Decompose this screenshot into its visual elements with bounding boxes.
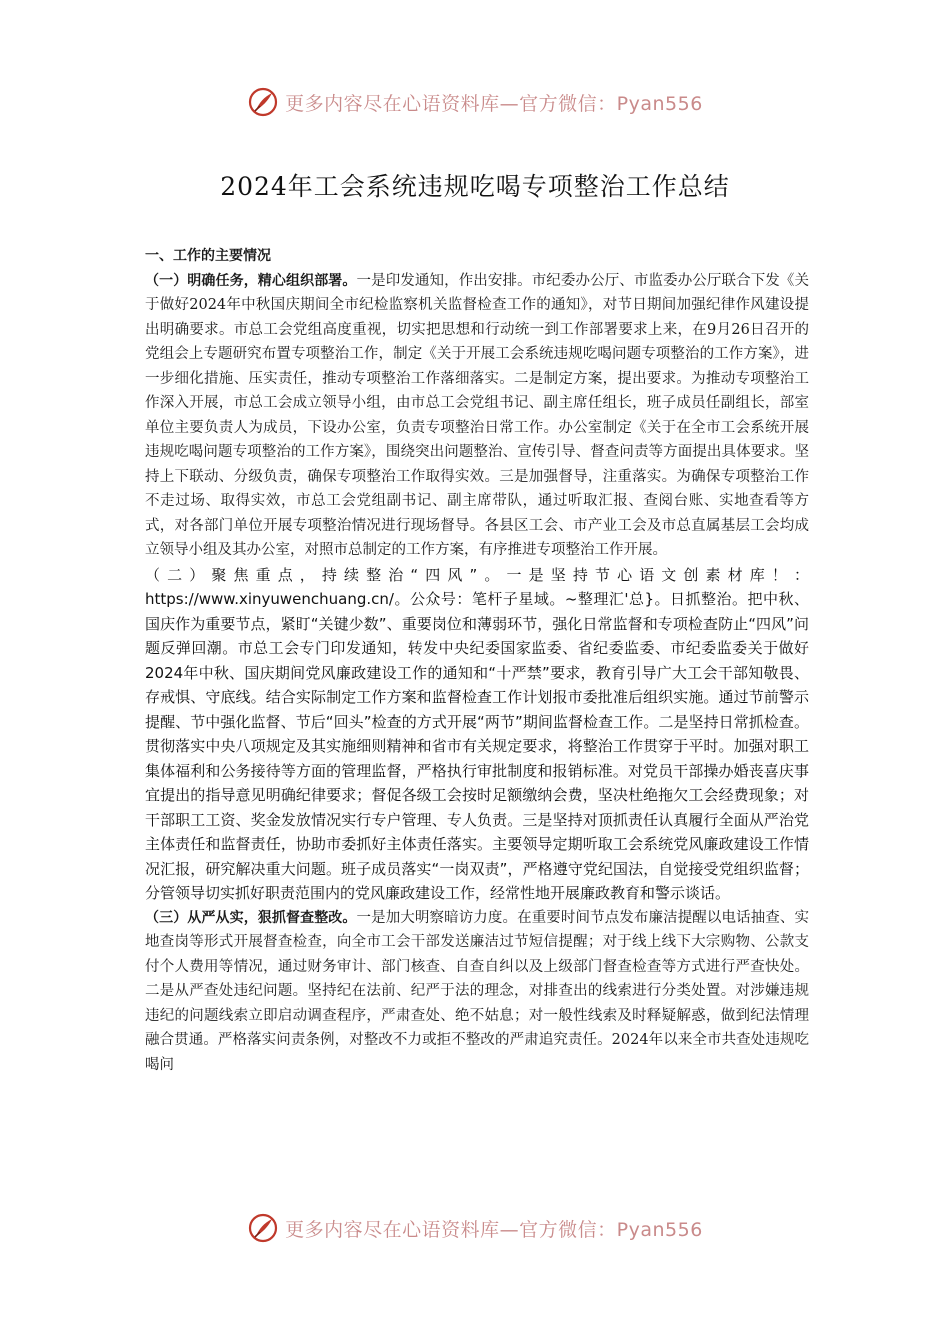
part-3-lead: （三）从严从实，狠抓督查整改。	[145, 909, 357, 926]
part-1-body: 一是印发通知，作出安排。市纪委办公厅、市监委办公厅联合下发《关于做好2024年中秋国庆期间全市纪检监察机关监督检查工作的通知》，对节日期间加强纪律作风建设提出明确要求。市总工会党组高度重视，切实把思想和行动统一到工作部署要求上来，在9月26日召开的党组会上专题研究布置专项整治工作，制定《关于开展工会系统违规吃喝问题专项整治的工作方案》，进一步细化措施、压实责任，推动专项整治工作落细落实。二是制定方案，提出要求。为推动专项整治工作深入开展，市总工会成立领导小组，由市总工会党组书记、副主席任组长，班子成员任副组长，部室单位主要负责人为成员，下设办公室，负责专项整治日常工作。办公室制定《关于在全市工会系统开展违规吃喝问题专项整治的工作方案》，围绕突出问题整治、宣传引导、督查问责等方面提出具体要求。坚持上下联动、分级负责，确保专项整治工作取得实效。三是加强督导，注重落实。为确保专项整治工作不走过场、取得实效，市总工会党组副书记、副主席带队，通过听取汇报、查阅台账、实地查看等方式，对各部门单位开展专项整治情况进行现场督导。各县区工会、市产业工会及市总直属基层工会均成立领导小组及其办公室，对照市总制定的工作方案，有序推进专项整治工作开展。	[145, 272, 809, 558]
watermark-text: 更多内容尽在心语资料库—官方微信：Pyan556	[285, 92, 703, 115]
part-3-body: 一是加大明察暗访力度。在重要时间节点发布廉洁提醒以电话抽查、实地查岗等形式开展督查检查，向全市工会干部发送廉洁过节短信提醒；对于线上线下大宗购物、公款支付个人费用等情况，通过财务审计、部门核查、自查自纠以及上级部门督查检查等方式进行严查快处。二是从严查处违纪问题。坚持纪在法前、纪严于法的理念，对排查出的线索进行分类处置。对涉嫌违规违纪的问题线索立即启动调查程序，严肃查处、绝不姑息；对一般性线索及时释疑解惑，做到纪法情理融合贯通。严格落实问责条例，对整改不力或拒不整改的严肃追究责任。2024年以来全市共查处违规吃喝问	[145, 909, 809, 1073]
document-title: 2024年工会系统违规吃喝专项整治工作总结	[220, 171, 730, 201]
document-body	[145, 244, 809, 1077]
header-watermark-banner	[0, 82, 950, 122]
watermark-text: 更多内容尽在心语资料库—官方微信：Pyan556	[285, 1218, 703, 1241]
paragraph-part-3	[145, 906, 809, 1078]
quill-logo-icon	[247, 86, 279, 118]
paragraph-part-2: （二）聚焦重点，持续整治“四风”。一是坚持节心语文创素材库！：https://www.xinyuwenchuang.cn/。公众号：笔杆子星域。~整理汇'总}。日抓整治。把中秋、国庆作为重要节点，紧盯“关键少数”、重要岗位和薄弱环节，强化日常监督和专项检查防止“四风”问题反弹回潮。市总工会专门印发通知，转发中央纪委国家监委、省纪委监委、市纪委监委关于做好2024年中秋、国庆期间党风廉政建设工作的通知和“十严禁”要求，教育引导广大工会干部知敬畏、存戒惧、守底线。结合实际制定工作方案和监督检查工作计划报市委批准后组织实施。通过节前警示提醒、节中强化监督、节后“回头”检查的方式开展“两节”期间监督检查工作。二是坚持日常抓检查。贯彻落实中央八项规定及其实施细则精神和省市有关规定要求，将整治工作贯穿于平时。加强对职工集体福利和公务接待等方面的管理监督，严格执行审批制度和报销标准。对党员干部操办婚丧喜庆事宜提出的指导意见明确纪律要求；督促各级工会按时足额缴纳会费，坚决杜绝拖欠工会经费现象；对干部职工工资、奖金发放情况实行专户管理、专人负责。三是坚持对顶抓责任认真履行全面从严治党主体责任和监督责任，协助市委抓好主体责任落实。主要领导定期听取工会系统党风廉政建设工作情况汇报，研究解决重大问题。班子成员落实“一岗双责”，严格遵守党纪国法，自觉接受党组织监督；分管领导切实抓好职责范围内的党风廉政建设工作，经常性地开展廉政教育和警示谈话。	[145, 565, 809, 902]
footer-watermark-banner	[0, 1208, 950, 1248]
quill-logo-icon	[247, 1212, 279, 1244]
section-heading: 一、工作的主要情况	[145, 248, 271, 264]
part-1-lead: （一）明确任务，精心组织部署。	[145, 272, 357, 289]
paragraph-part-1	[145, 269, 809, 563]
